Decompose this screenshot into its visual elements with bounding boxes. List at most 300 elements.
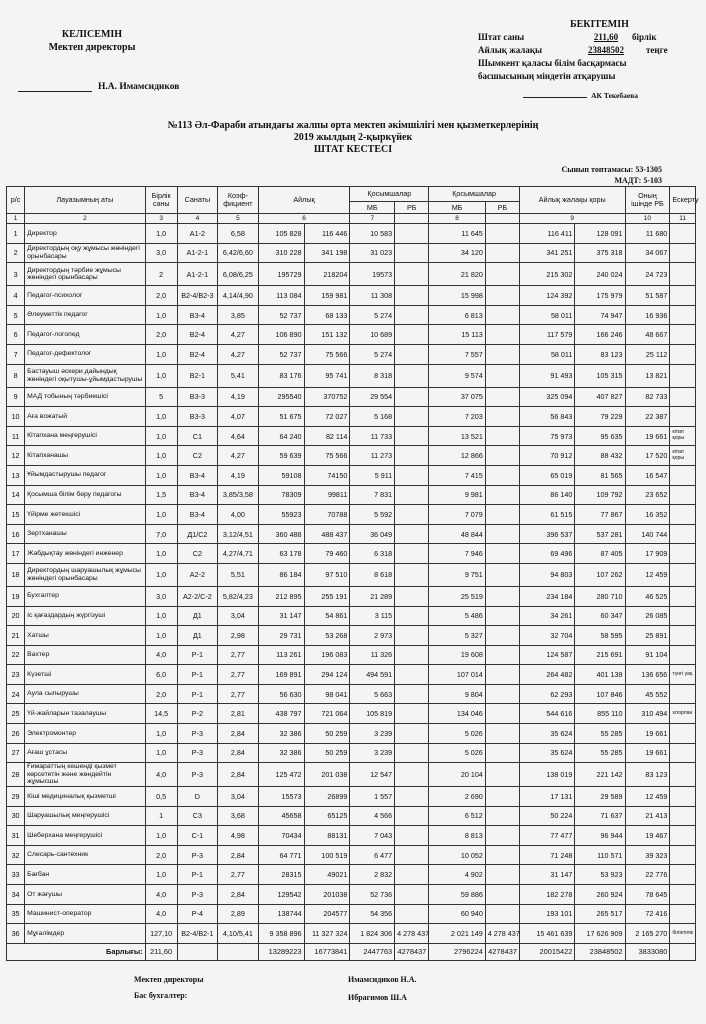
bonus-mb: 5 274 (350, 344, 395, 364)
fund-b: 375 318 (575, 243, 625, 263)
salary-a: 360 488 (258, 524, 304, 544)
coefficient: 4,14/4,90 (218, 286, 259, 306)
salary-b: 88131 (304, 826, 350, 846)
salary-a: 32 386 (258, 724, 304, 744)
category: Р-1 (177, 665, 218, 685)
fund-b: 221 142 (575, 763, 625, 787)
fund-b: 95 635 (575, 426, 625, 446)
note (670, 724, 696, 744)
units: 1,0 (145, 606, 177, 626)
salary-b: 201 038 (304, 763, 350, 787)
colnum (395, 214, 429, 224)
bonus2-mb: 19 608 (429, 645, 486, 665)
note (670, 387, 696, 407)
fund-a: 117 579 (519, 325, 574, 345)
units: 1 (145, 806, 177, 826)
right-signature (478, 89, 698, 102)
col-rs: р/с (7, 187, 25, 214)
bonus-rb (395, 407, 429, 427)
units: 4,0 (145, 645, 177, 665)
salary-a: 59108 (258, 465, 304, 485)
bonus-rb (395, 344, 429, 364)
table-row (7, 364, 696, 387)
fund-b: 79 229 (575, 407, 625, 427)
table-row (7, 904, 696, 924)
row-number: 19 (7, 586, 25, 606)
coefficient: 2,77 (218, 645, 259, 665)
category: Р-3 (177, 743, 218, 763)
fund-a: 124 392 (519, 286, 574, 306)
note (670, 544, 696, 564)
units: 2,0 (145, 325, 177, 345)
table-row (7, 563, 696, 586)
col-mb-2: МБ (429, 202, 486, 214)
position-name: Бастауыш әскери дайындық жөніндегі оқытушы-ұйымдастырушы (25, 364, 146, 387)
rb-share: 48 667 (625, 325, 670, 345)
note: хлорлан (670, 704, 696, 724)
rb-share: 16 352 (625, 505, 670, 525)
bonus-rb (395, 505, 429, 525)
position-name: МАД тобының тәрбиешісі (25, 387, 146, 407)
col-coef: Коэф-фициент (218, 187, 259, 214)
rb-share: 25 891 (625, 626, 670, 646)
bonus-rb (395, 364, 429, 387)
bonus2-rb (485, 485, 519, 505)
salary-a: 105 828 (258, 224, 304, 244)
fund-a: 65 019 (519, 465, 574, 485)
bonus-rb (395, 586, 429, 606)
total-cell: 4278437 (395, 943, 429, 960)
category: С-1 (177, 826, 218, 846)
note (670, 586, 696, 606)
bonus-rb (395, 665, 429, 685)
coefficient: 2,77 (218, 684, 259, 704)
position-name: Үйірме жетекшісі (25, 505, 146, 525)
table-row (7, 684, 696, 704)
bonus-rb (395, 743, 429, 763)
col-name: Лауазымның аты (25, 187, 146, 214)
note (670, 684, 696, 704)
rb-share: 11 680 (625, 224, 670, 244)
bonus2-rb (485, 606, 519, 626)
fund-a: 31 147 (519, 865, 574, 885)
rb-share: 12 459 (625, 563, 670, 586)
units: 1,0 (145, 826, 177, 846)
salary-a: 70434 (258, 826, 304, 846)
fund-a: 35 624 (519, 743, 574, 763)
row-number: 10 (7, 407, 25, 427)
salary-a: 15573 (258, 787, 304, 807)
salary-a: 31 147 (258, 606, 304, 626)
table-row (7, 704, 696, 724)
table-row (7, 465, 696, 485)
coefficient: 4,19 (218, 465, 259, 485)
bonus2-mb: 25 519 (429, 586, 486, 606)
rb-share: 91 104 (625, 645, 670, 665)
row-number: 2 (7, 243, 25, 263)
bonus-rb (395, 845, 429, 865)
row-number: 34 (7, 885, 25, 905)
bonus2-mb: 12 866 (429, 446, 486, 466)
col-rb-sub-2: РБ (485, 202, 519, 214)
table-row (7, 224, 696, 244)
bonus-rb (395, 485, 429, 505)
fund-b: 175 979 (575, 286, 625, 306)
coefficient: 3,12/4,51 (218, 524, 259, 544)
coefficient: 4,27/4,71 (218, 544, 259, 564)
coefficient: 5,41 (218, 364, 259, 387)
fund-a: 61 515 (519, 505, 574, 525)
bonus-rb (395, 305, 429, 325)
salary-b: 201038 (304, 885, 350, 905)
org-line-2: басшысының міндетін атқарушы (478, 71, 616, 81)
salary-unit: теңге (646, 45, 668, 55)
fund-b: 265 517 (575, 904, 625, 924)
bonus-mb: 5 274 (350, 305, 395, 325)
bonus2-rb (485, 845, 519, 865)
bonus-rb (395, 446, 429, 466)
category: А1-2-1 (177, 243, 218, 263)
category: Р-1 (177, 865, 218, 885)
table-row (7, 606, 696, 626)
coefficient: 4,98 (218, 826, 259, 846)
bonus2-rb (485, 586, 519, 606)
bonus-mb: 19573 (350, 263, 395, 286)
table-row (7, 865, 696, 885)
bonus-rb (395, 826, 429, 846)
bonus-mb: 54 356 (350, 904, 395, 924)
bonus2-rb (485, 426, 519, 446)
fund-b: 107 846 (575, 684, 625, 704)
bonus-mb: 2 832 (350, 865, 395, 885)
salary-b: 294 124 (304, 665, 350, 685)
bonus2-mb: 8 813 (429, 826, 486, 846)
table-row (7, 586, 696, 606)
note (670, 407, 696, 427)
category: Р-1 (177, 684, 218, 704)
table-row (7, 286, 696, 306)
note (670, 826, 696, 846)
category: В2-4/В2-3 (177, 286, 218, 306)
units: 2,0 (145, 286, 177, 306)
bonus-mb: 36 049 (350, 524, 395, 544)
note (670, 243, 696, 263)
bonus-rb (395, 387, 429, 407)
fund-b: 55 285 (575, 743, 625, 763)
row-number: 11 (7, 426, 25, 446)
bonus2-rb (485, 263, 519, 286)
salary-a: 64 771 (258, 845, 304, 865)
bonus2-mb: 5 486 (429, 606, 486, 626)
bonus2-mb: 37 075 (429, 387, 486, 407)
staff-table (6, 186, 699, 961)
title-line-2: 2019 жылдың 2-қыркүйек (293, 132, 413, 143)
bonus2-mb: 7 079 (429, 505, 486, 525)
fund-a: 325 094 (519, 387, 574, 407)
colnum: 6 (258, 214, 350, 224)
staff-count-unit: бірлік (632, 32, 657, 42)
fund-a: 50 224 (519, 806, 574, 826)
staff-count-label: Штат саны (478, 32, 525, 42)
salary-b: 97 510 (304, 563, 350, 586)
category: В3-4 (177, 465, 218, 485)
salary-a: 51 675 (258, 407, 304, 427)
salary-a: 438 797 (258, 704, 304, 724)
fund-b: 55 285 (575, 724, 625, 744)
fund-b: 105 315 (575, 364, 625, 387)
bonus-mb: 3 239 (350, 724, 395, 744)
salary-b: 54 861 (304, 606, 350, 626)
salary-a: 125 472 (258, 763, 304, 787)
table-row (7, 665, 696, 685)
salary-a: 52 737 (258, 305, 304, 325)
bonus2-rb (485, 446, 519, 466)
bonus2-mb: 7 557 (429, 344, 486, 364)
fund-b: 77 867 (575, 505, 625, 525)
rb-share: 19 661 (625, 724, 670, 744)
table-row (7, 305, 696, 325)
category: В3-3 (177, 387, 218, 407)
units: 1,5 (145, 485, 177, 505)
rb-share: 16 547 (625, 465, 670, 485)
table-row (7, 787, 696, 807)
bonus-mb: 1 824 306 (350, 924, 395, 944)
table-row (7, 344, 696, 364)
coefficient: 2,89 (218, 904, 259, 924)
total-cell: 2447763 (350, 943, 395, 960)
units: 4,0 (145, 885, 177, 905)
note (670, 524, 696, 544)
bonus-rb (395, 325, 429, 345)
fund-b: 88 432 (575, 446, 625, 466)
row-number: 22 (7, 645, 25, 665)
position-name: Қосымша білім беру педагогы (25, 485, 146, 505)
fund-a: 215 302 (519, 263, 574, 286)
salary-value: 23848502 (588, 45, 624, 55)
salary-b: 82 114 (304, 426, 350, 446)
units: 1,0 (145, 724, 177, 744)
position-name: Кіші медициналық қызметші (25, 787, 146, 807)
rb-share: 2 165 270 (625, 924, 670, 944)
position-name: Бухгалтер (25, 586, 146, 606)
col-bonus-2: Қосымшалар (429, 187, 520, 202)
row-number: 36 (7, 924, 25, 944)
category: Д1 (177, 626, 218, 646)
row-number: 13 (7, 465, 25, 485)
rb-share: 22 776 (625, 865, 670, 885)
col-bonus-1: Қосымшалар (350, 187, 429, 202)
bonus2-mb: 15 113 (429, 325, 486, 345)
salary-a: 32 386 (258, 743, 304, 763)
fund-b: 401 139 (575, 665, 625, 685)
fund-b: 58 595 (575, 626, 625, 646)
title-line-3: ШТАТ КЕСТЕСІ (313, 144, 393, 155)
fund-b: 166 246 (575, 325, 625, 345)
position-name: Машинист-оператор (25, 904, 146, 924)
category: А2-2 (177, 563, 218, 586)
salary-b: 70788 (304, 505, 350, 525)
coefficient: 4,27 (218, 446, 259, 466)
category: Д1/С2 (177, 524, 218, 544)
col-units: Бірлік саны (145, 187, 177, 214)
bonus2-mb: 6 512 (429, 806, 486, 826)
total-cell (218, 943, 259, 960)
note (670, 286, 696, 306)
rb-share: 17 520 (625, 446, 670, 466)
salary-b: 65125 (304, 806, 350, 826)
fund-a: 62 293 (519, 684, 574, 704)
table-row (7, 485, 696, 505)
salary-b: 488 437 (304, 524, 350, 544)
colnum: 1 (7, 214, 25, 224)
table-row (7, 263, 696, 286)
note (670, 606, 696, 626)
bonus2-rb (485, 806, 519, 826)
total-cell: 4278437 (485, 943, 519, 960)
row-number: 15 (7, 505, 25, 525)
bonus2-rb (485, 724, 519, 744)
coefficient: 5,51 (218, 563, 259, 586)
bonus-rb (395, 684, 429, 704)
note (670, 485, 696, 505)
category: А1-2 (177, 224, 218, 244)
position-name: Шеберхана меңгерушісі (25, 826, 146, 846)
salary-b: 721 064 (304, 704, 350, 724)
fund-b: 83 123 (575, 344, 625, 364)
rb-share: 12 459 (625, 787, 670, 807)
salary-a: 138744 (258, 904, 304, 924)
table-row (7, 446, 696, 466)
fund-b: 128 091 (575, 224, 625, 244)
salary-a: 29 731 (258, 626, 304, 646)
units: 1,0 (145, 224, 177, 244)
category: В2-1 (177, 364, 218, 387)
row-number: 21 (7, 626, 25, 646)
units: 0,5 (145, 787, 177, 807)
fund-b: 53 923 (575, 865, 625, 885)
position-name: Кітапхана меңгерушісі (25, 426, 146, 446)
table-row (7, 724, 696, 744)
salary-b: 75 566 (304, 446, 350, 466)
units: 1,0 (145, 544, 177, 564)
fund-a: 234 184 (519, 586, 574, 606)
bonus-mb: 21 289 (350, 586, 395, 606)
table-row (7, 645, 696, 665)
position-name: Зертханашы (25, 524, 146, 544)
units: 2 (145, 263, 177, 286)
salary-a: 129542 (258, 885, 304, 905)
position-name: Ағаш ұстасы (25, 743, 146, 763)
fund-a: 70 912 (519, 446, 574, 466)
colnum: 7 (350, 214, 395, 224)
salary-a: 113 261 (258, 645, 304, 665)
bonus-rb: 4 278 437 (395, 924, 429, 944)
rb-share: 72 416 (625, 904, 670, 924)
fund-a: 56 843 (519, 407, 574, 427)
coefficient: 4,27 (218, 325, 259, 345)
salary-b: 50 259 (304, 724, 350, 744)
row-number: 1 (7, 224, 25, 244)
bonus-mb: 29 554 (350, 387, 395, 407)
rb-share: 83 123 (625, 763, 670, 787)
rb-share: 23 652 (625, 485, 670, 505)
salary-label: Айлық жалақы (478, 45, 543, 55)
director-signature-line (18, 82, 179, 92)
salary-b: 49021 (304, 865, 350, 885)
position-name: Директор (25, 224, 146, 244)
row-number: 14 (7, 485, 25, 505)
bonus-mb: 4 566 (350, 806, 395, 826)
salary-b: 204577 (304, 904, 350, 924)
footer-name-1: Имамсидиков Н.А. (348, 975, 417, 984)
coefficient: 2,84 (218, 724, 259, 744)
category: С2 (177, 446, 218, 466)
fund-b: 109 792 (575, 485, 625, 505)
units: 1,0 (145, 743, 177, 763)
bonus2-mb: 21 820 (429, 263, 486, 286)
category: В3-3 (177, 407, 218, 427)
colnum: 2 (25, 214, 146, 224)
note (670, 743, 696, 763)
fund-a: 138 019 (519, 763, 574, 787)
rb-share: 17 909 (625, 544, 670, 564)
bonus-rb (395, 763, 429, 787)
total-cell (670, 943, 696, 960)
bonus2-mb: 107 014 (429, 665, 486, 685)
bonus2-rb (485, 286, 519, 306)
salary-a: 295540 (258, 387, 304, 407)
bonus-rb (395, 224, 429, 244)
fund-a: 32 704 (519, 626, 574, 646)
bonus2-rb (485, 387, 519, 407)
bonus-rb (395, 724, 429, 744)
colnum: 10 (625, 214, 670, 224)
category: Р-1 (177, 645, 218, 665)
note (670, 845, 696, 865)
units: 1,0 (145, 465, 177, 485)
salary-b: 72 027 (304, 407, 350, 427)
category: В3-4 (177, 505, 218, 525)
fund-b: 240 024 (575, 263, 625, 286)
salary-b: 196 083 (304, 645, 350, 665)
position-name: Ұйымдастырушы педагог (25, 465, 146, 485)
position-name: Жабдықтау жөніндегі инженер (25, 544, 146, 564)
position-name: Үй-жайларын тазалаушы (25, 704, 146, 724)
fund-b: 280 710 (575, 586, 625, 606)
fund-b: 71 637 (575, 806, 625, 826)
rb-share: 25 112 (625, 344, 670, 364)
bonus2-mb: 5 026 (429, 724, 486, 744)
units: 5 (145, 387, 177, 407)
position-name: Электромонтер (25, 724, 146, 744)
bonus-rb (395, 426, 429, 446)
row-number: 5 (7, 305, 25, 325)
row-number: 24 (7, 684, 25, 704)
row-number: 9 (7, 387, 25, 407)
bonus2-rb (485, 865, 519, 885)
bonus-mb: 5 663 (350, 684, 395, 704)
note (670, 563, 696, 586)
row-number: 29 (7, 787, 25, 807)
note (670, 325, 696, 345)
fund-b: 215 691 (575, 645, 625, 665)
table-row (7, 743, 696, 763)
bonus-rb (395, 704, 429, 724)
coefficient: 2,84 (218, 763, 259, 787)
position-name: Директордың тәрбие жұмысы жөніндегі орынбасары (25, 263, 146, 286)
salary-b: 95 741 (304, 364, 350, 387)
row-number: 20 (7, 606, 25, 626)
